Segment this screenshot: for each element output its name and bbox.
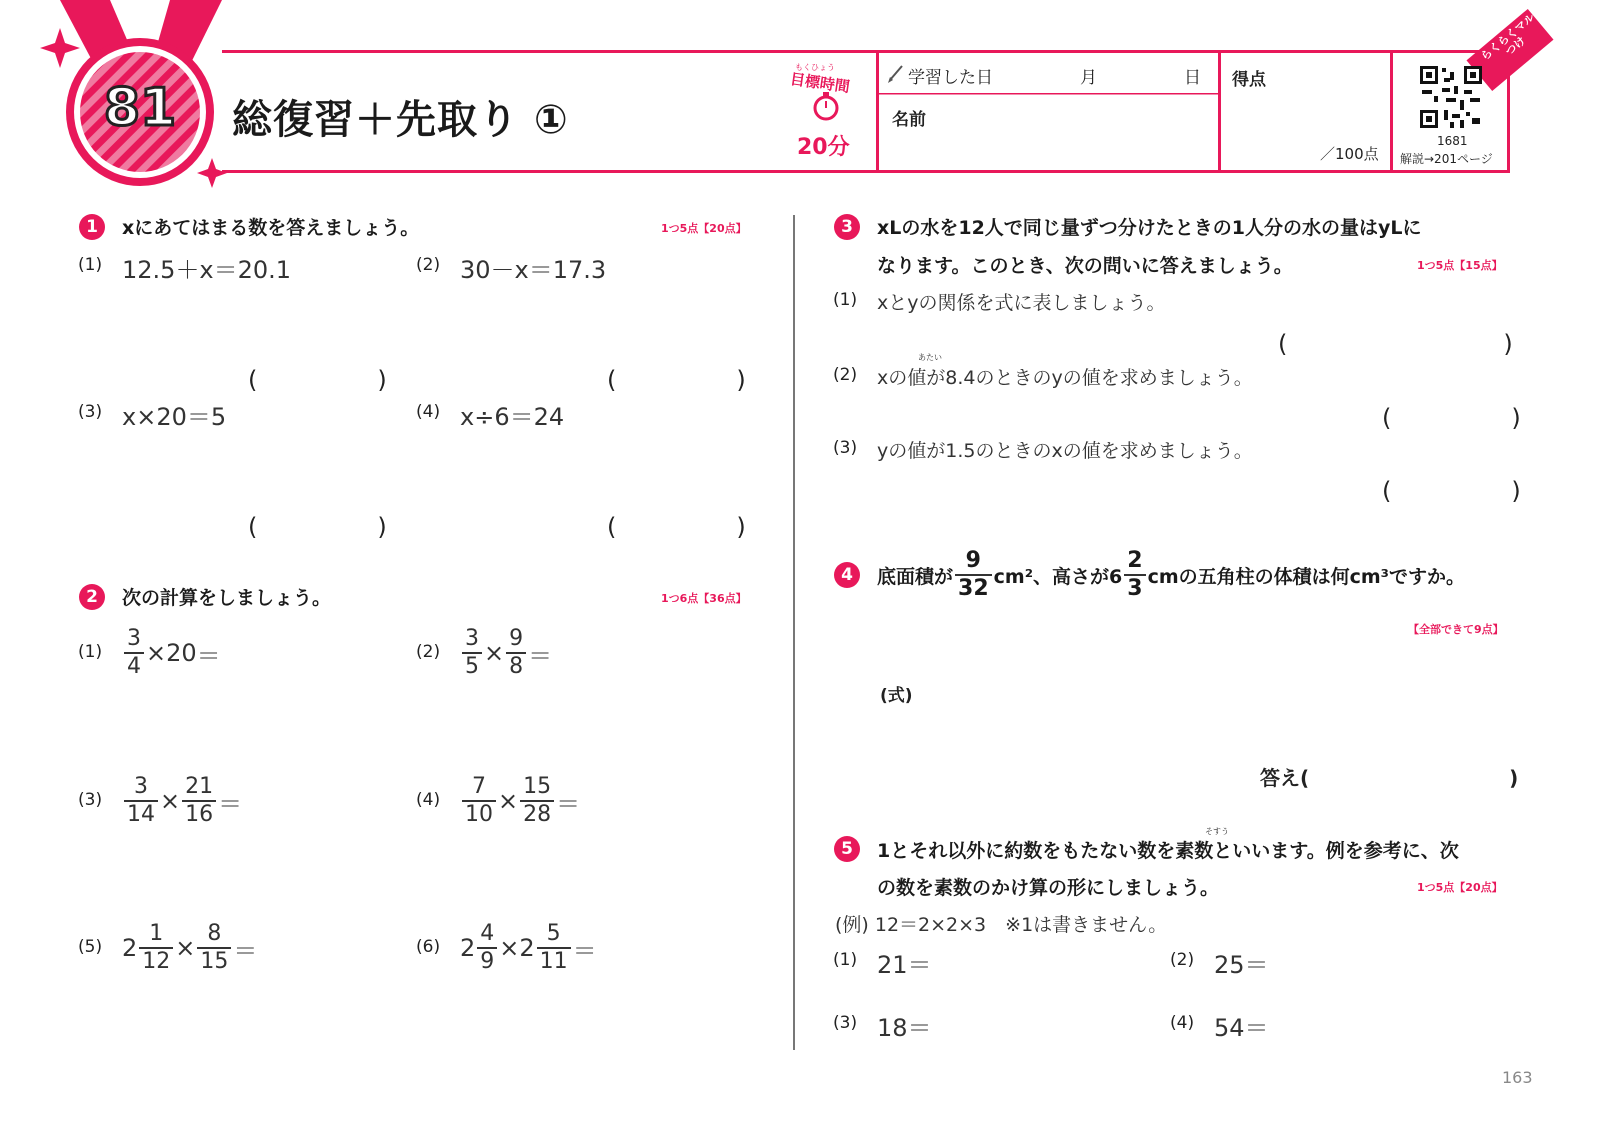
fraction: [462, 626, 482, 680]
q5-item-expr[interactable]: 21＝: [877, 951, 932, 979]
fraction-numerator: 7: [462, 774, 496, 802]
question-number-5: 5: [834, 836, 860, 862]
column-divider: [793, 215, 795, 1050]
fraction-denominator: 10: [465, 802, 493, 827]
q5-item-label: (3): [833, 1013, 858, 1033]
fraction-denominator: 15: [200, 949, 229, 974]
q1-item-label: (3): [78, 402, 103, 422]
ruby-atai: あたい: [918, 353, 942, 362]
fraction-numerator: 2: [1124, 548, 1145, 576]
operator: ×2: [499, 934, 535, 962]
operator: ×: [498, 787, 519, 815]
operator: ×: [160, 787, 181, 815]
fraction-numerator: 5: [537, 921, 571, 949]
badge-text: らくらくマルつけ: [1478, 10, 1538, 64]
formula-area[interactable]: [920, 670, 1500, 750]
q4-fraction-height: [1124, 548, 1145, 602]
answer-blank[interactable]: ( ): [1382, 477, 1521, 505]
q4-text-c: cmの五角柱の体積は何cm³ですか。: [1147, 565, 1466, 588]
q1-item-label: (1): [78, 255, 103, 275]
score-max: ／100点: [1320, 145, 1379, 163]
q3-item-text: xの値が8.4のときのyの値を求めましょう。: [877, 367, 1253, 389]
fraction-denominator: 8: [509, 654, 524, 679]
answer-blank[interactable]: ( ): [1278, 330, 1513, 358]
whole-number: 2: [460, 934, 476, 962]
q1-item-label: (2): [416, 255, 441, 275]
whole-number: 20: [166, 639, 197, 667]
qr-code-icon: [1420, 66, 1482, 128]
q4-points: 【全部できて9点】: [1408, 623, 1504, 636]
q2-item-expr[interactable]: [122, 622, 221, 684]
fraction-numerator: 9: [955, 548, 992, 576]
q5-item-label: (2): [1170, 950, 1195, 970]
fraction: [477, 921, 497, 975]
lesson-number: 81: [103, 78, 177, 138]
q1-text: xにあてはまる数を答えましょう。: [122, 217, 420, 239]
target-time-value: 20分: [797, 135, 850, 160]
ruby-sosuu: そすう: [1205, 827, 1229, 836]
equals-sign: ＝: [233, 936, 258, 965]
equals-sign: ＝: [218, 789, 243, 818]
q2-item-label: (5): [78, 937, 103, 957]
fraction-numerator: 21: [182, 774, 216, 802]
equals-sign: ＝: [556, 789, 581, 818]
q2-item-expr[interactable]: [460, 770, 580, 832]
q5-item-expr[interactable]: 54＝: [1214, 1014, 1269, 1042]
q1-item-expr: x×20＝5: [122, 403, 227, 431]
q5-text-line1: 1とそれ以外に約数をもたない数を素数といいます。例を参考に、次: [877, 840, 1459, 862]
date-input-area[interactable]: [1000, 58, 1210, 90]
score-input-area[interactable]: [1230, 95, 1380, 140]
question-number-2: 2: [79, 584, 105, 610]
day-label: 日: [1184, 68, 1201, 88]
equals-sign: ＝: [196, 641, 221, 670]
q2-item-label: (2): [416, 642, 441, 662]
q5-example: (例) 12＝2×2×3 ※1は書きません。: [835, 914, 1168, 936]
page-title: 総復習＋先取り ①: [232, 97, 569, 143]
fraction-denominator: 16: [185, 802, 214, 827]
study-date-label: 学習した日: [908, 68, 993, 88]
fraction: [182, 774, 216, 828]
fraction: [124, 626, 144, 680]
target-time-label: 目標時間: [788, 69, 851, 97]
q3-item-label: (1): [833, 290, 858, 310]
q2-item-expr[interactable]: [122, 917, 257, 979]
operator: ×: [175, 934, 196, 962]
answer-blank[interactable]: ( ): [607, 513, 746, 541]
question-number-3: 3: [834, 214, 860, 240]
q5-text-line2: の数を素数のかけ算の形にしましょう。: [877, 877, 1220, 899]
q1-item-expr: 30－x＝17.3: [460, 256, 607, 284]
question-number-4: 4: [834, 562, 860, 588]
q3-item-text: yの値が1.5のときのxの値を求めましょう。: [877, 440, 1253, 462]
target-time-ruby: もくひょう: [795, 63, 835, 72]
q2-item-label: (3): [78, 790, 103, 810]
q3-item-label: (2): [833, 365, 858, 385]
month-label: 月: [1080, 68, 1097, 88]
q2-item-label: (1): [78, 642, 103, 662]
q3-text-line2: なります。このとき、次の問いに答えましょう。: [877, 255, 1293, 277]
q4-text-b: cm²、高さが6: [993, 565, 1123, 588]
q1-item-expr: x÷6＝24: [460, 403, 565, 431]
fraction: [506, 626, 526, 680]
fraction: [197, 921, 231, 975]
answer-blank[interactable]: ( ): [607, 366, 746, 394]
fraction-denominator: 4: [127, 654, 141, 679]
fraction: [139, 921, 173, 975]
answer-blank[interactable]: ( ): [248, 513, 387, 541]
page-number: 163: [1502, 1068, 1533, 1087]
q2-item-label: (6): [416, 937, 441, 957]
fraction-numerator: 1: [139, 921, 173, 949]
q3-text-line1: xLの水を12人で同じ量ずつ分けたときの1人分の水の量はyLに: [877, 217, 1422, 239]
q2-item-expr[interactable]: [460, 917, 597, 979]
question-number-1: 1: [79, 214, 105, 240]
q4-fraction-area: [955, 548, 992, 602]
answer-reference: 解説→201ページ: [1400, 152, 1493, 166]
pencil-icon: [888, 66, 902, 83]
fraction-denominator: 9: [480, 949, 495, 974]
q5-item-label: (4): [1170, 1013, 1195, 1033]
q1-item-label: (4): [416, 402, 441, 422]
q5-item-label: (1): [833, 950, 858, 970]
formula-label: (式): [880, 686, 913, 706]
fraction-denominator: 14: [127, 802, 155, 827]
fraction-numerator: 4: [477, 921, 497, 949]
equals-sign: ＝: [572, 936, 597, 965]
name-input-area[interactable]: [950, 100, 1210, 164]
sparkle-icon: [40, 28, 80, 68]
q3-item-label: (3): [833, 438, 858, 458]
q3-points: 1つ5点【15点】: [1417, 259, 1503, 272]
stopwatch-icon: [815, 92, 837, 119]
q2-text: 次の計算をしましょう。: [122, 587, 332, 609]
score-label: 得点: [1232, 70, 1266, 90]
q3-item-text: xとyの関係を式に表しましょう。: [877, 292, 1166, 314]
operator: ×: [146, 639, 167, 667]
q1-points: 1つ5点【20点】: [661, 222, 747, 235]
fraction: [462, 774, 496, 828]
fraction-numerator: 9: [506, 626, 526, 654]
fraction-numerator: 3: [462, 626, 482, 654]
answer-blank[interactable]: ( ): [248, 366, 387, 394]
fraction: [520, 774, 554, 828]
fraction-denominator: 5: [465, 654, 479, 679]
fraction: [537, 921, 571, 975]
equals-sign: ＝: [528, 641, 553, 670]
q2-item-expr[interactable]: [460, 622, 552, 684]
name-label: 名前: [892, 110, 926, 130]
q2-item-expr[interactable]: [122, 770, 242, 832]
operator: ×: [484, 639, 505, 667]
fraction-numerator: 3: [124, 626, 144, 654]
fraction-numerator: 3: [124, 774, 158, 802]
fraction-denominator: 3: [1127, 576, 1143, 601]
q4-text: [877, 544, 1465, 606]
q5-points: 1つ5点【20点】: [1417, 881, 1503, 894]
answer-blank[interactable]: 答え( ): [1260, 766, 1519, 790]
q5-item-expr[interactable]: 25＝: [1214, 951, 1269, 979]
q4-text-a: 底面積が: [877, 565, 954, 588]
q1-item-expr: 12.5＋x＝20.1: [122, 256, 292, 284]
fraction-numerator: 8: [197, 921, 231, 949]
answer-blank[interactable]: ( ): [1382, 404, 1521, 432]
whole-number: 2: [122, 934, 138, 962]
qr-code-id: 1681: [1437, 134, 1468, 148]
fraction-denominator: 12: [142, 949, 171, 974]
fraction-numerator: 15: [520, 774, 554, 802]
fraction: [124, 774, 158, 828]
fraction-denominator: 32: [958, 576, 989, 601]
fraction-denominator: 28: [523, 802, 552, 827]
q2-item-label: (4): [416, 790, 441, 810]
q2-points: 1つ6点【36点】: [661, 592, 747, 605]
q5-item-expr[interactable]: 18＝: [877, 1014, 932, 1042]
fraction-denominator: 11: [539, 949, 568, 974]
